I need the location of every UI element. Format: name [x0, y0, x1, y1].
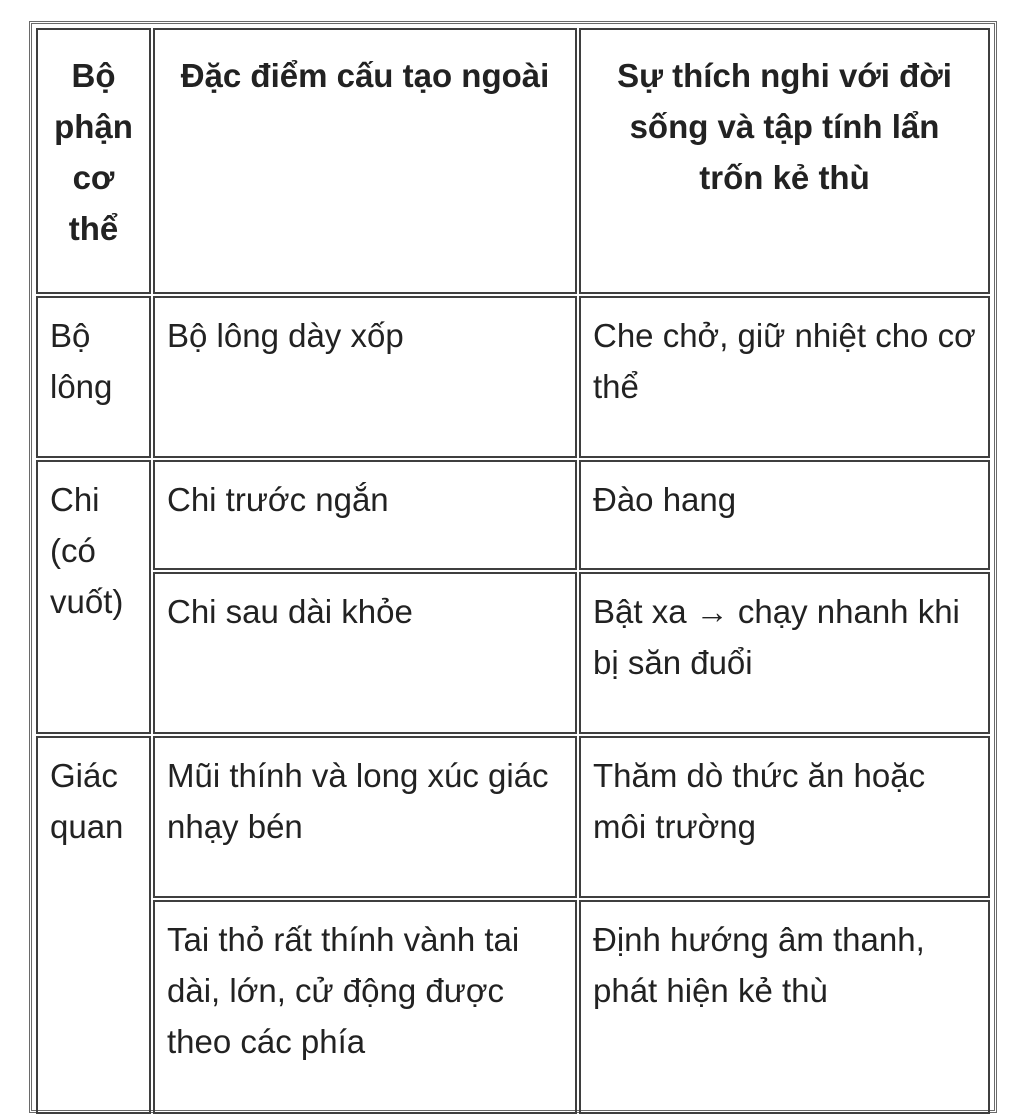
feature-cell: Chi trước ngắn — [153, 460, 577, 570]
table-row — [36, 296, 990, 458]
body-part-cell: Bộ lông — [36, 296, 151, 458]
rabbit-adaptation-table — [34, 26, 992, 1116]
table-row — [36, 460, 990, 570]
header-external-features: Đặc điểm cấu tạo ngoài — [153, 28, 577, 294]
header-body-part: Bộ phận cơ thể — [36, 28, 151, 294]
rabbit-adaptation-table-frame — [29, 21, 997, 1113]
adaptation-cell: Bật xa → chạy nhanh khi bị săn đuổi — [579, 572, 990, 734]
feature-cell: Bộ lông dày xốp — [153, 296, 577, 458]
feature-cell: Tai thỏ rất thính vành tai dài, lớn, cử động được theo các phía — [153, 900, 577, 1114]
table-row — [36, 736, 990, 898]
header-adaptation: Sự thích nghi với đời sống và tập tính lẩn trốn kẻ thù — [579, 28, 990, 294]
body-part-cell: Giác quan — [36, 736, 151, 1114]
adaptation-cell: Thăm dò thức ăn hoặc môi trường — [579, 736, 990, 898]
table-row — [36, 572, 990, 734]
table-row — [36, 900, 990, 1114]
adaptation-cell: Che chở, giữ nhiệt cho cơ thể — [579, 296, 990, 458]
body-part-cell: Chi (có vuốt) — [36, 460, 151, 734]
adaptation-cell: Định hướng âm thanh, phát hiện kẻ thù — [579, 900, 990, 1114]
header-row — [36, 28, 990, 294]
feature-cell: Mũi thính và long xúc giác nhạy bén — [153, 736, 577, 898]
adaptation-cell: Đào hang — [579, 460, 990, 570]
feature-cell: Chi sau dài khỏe — [153, 572, 577, 734]
